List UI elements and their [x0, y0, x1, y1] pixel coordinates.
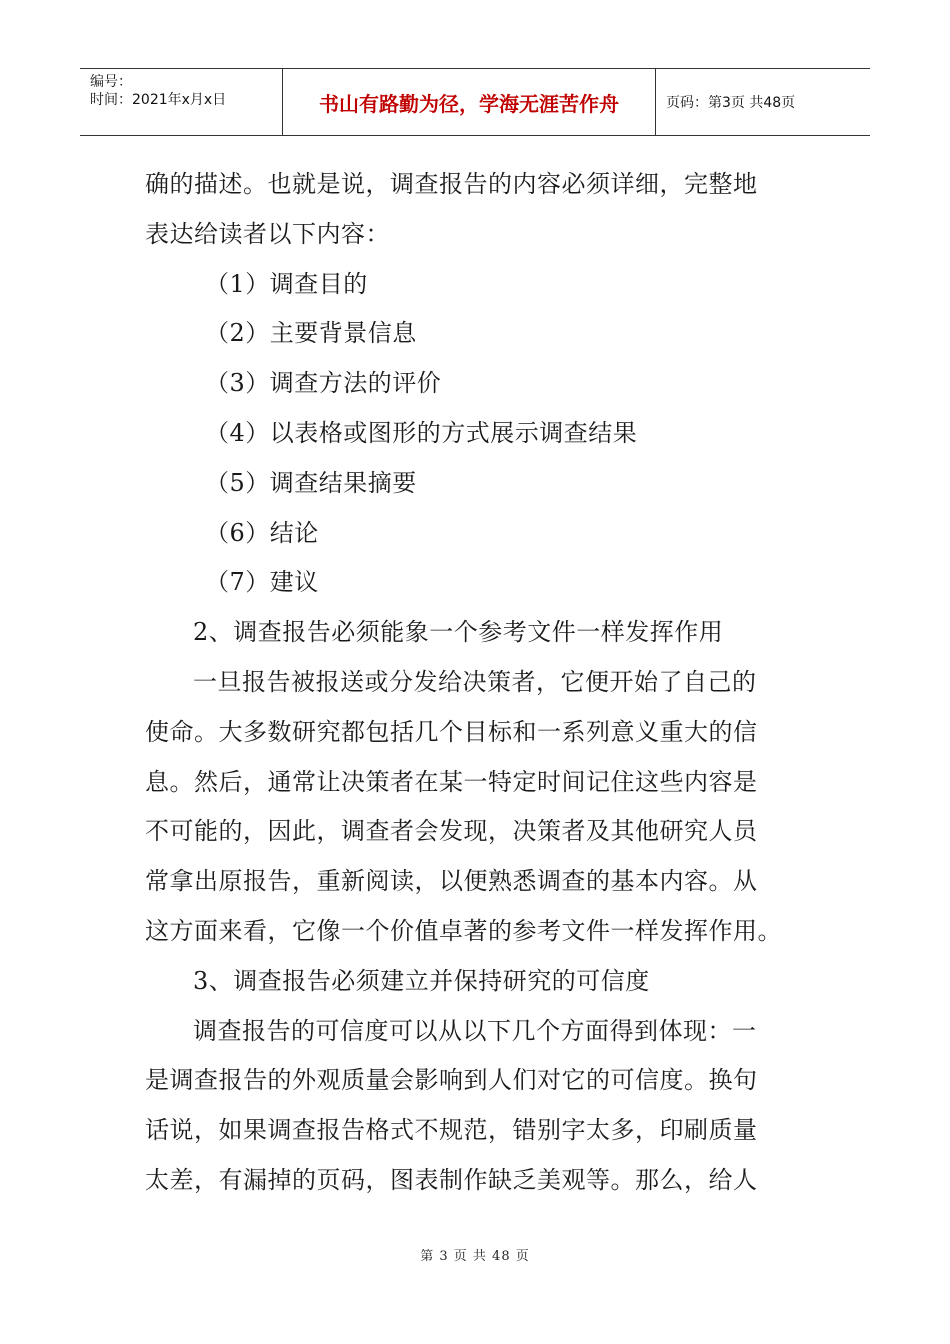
header-motto: 书山有路勤为径，学海无涯苦作舟 [283, 69, 656, 135]
list-item: （4）以表格或图形的方式展示调查结果 [205, 418, 638, 447]
doc-number-label: 编号： [90, 74, 132, 90]
time-label: 时间：2021年x月x日 [90, 92, 227, 108]
section-heading: 2、调查报告必须能象一个参考文件一样发挥作用 [193, 618, 724, 647]
list-item: （1）调查目的 [205, 269, 368, 298]
header-meta [80, 69, 283, 135]
body-line: 息。然后，通常让决策者在某一特定时间记住这些内容是 [145, 767, 758, 796]
header-page-info: 页码：第3页 共48页 [666, 95, 796, 111]
body-line: 常拿出原报告，重新阅读，以便熟悉调查的基本内容。从 [145, 867, 758, 896]
body-line: 调查报告的可信度可以从以下几个方面得到体现：一 [193, 1016, 757, 1045]
body-line: 太差，有漏掉的页码，图表制作缺乏美观等。那么，给人 [145, 1165, 758, 1194]
body-line: 话说，如果调查报告格式不规范，错别字太多，印刷质量 [145, 1116, 758, 1145]
list-item: （3）调查方法的评价 [205, 369, 442, 398]
list-item: （7）建议 [205, 568, 319, 597]
section-heading: 3、调查报告必须建立并保持研究的可信度 [193, 966, 650, 995]
body-line: 不可能的，因此，调查者会发现，决策者及其他研究人员 [145, 817, 758, 846]
document-body [145, 160, 810, 1206]
page-header [80, 68, 870, 136]
list-item: （2）主要背景信息 [205, 319, 417, 348]
body-line: 使命。大多数研究都包括几个目标和一系列意义重大的信 [145, 717, 758, 746]
list-item: （6）结论 [205, 518, 319, 547]
body-line: 是调查报告的外观质量会影响到人们对它的可信度。换句 [145, 1066, 758, 1095]
body-line: 这方面来看，它像一个价值卓著的参考文件一样发挥作用。 [145, 916, 782, 945]
body-line: 确的描述。也就是说，调查报告的内容必须详细，完整地 [145, 170, 758, 198]
body-line: 一旦报告被报送或分发给决策者，它便开始了自己的 [193, 667, 757, 696]
body-line: 表达给读者以下内容： [145, 219, 390, 248]
page-footer: 第 3 页 共 48 页 [420, 1249, 530, 1264]
list-item: （5）调查结果摘要 [205, 468, 417, 497]
